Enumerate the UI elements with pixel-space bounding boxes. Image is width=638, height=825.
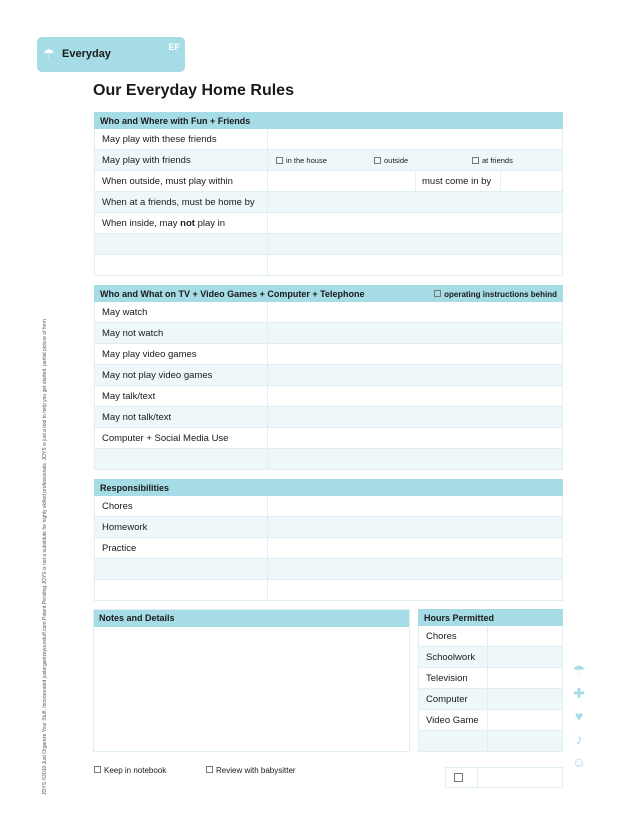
- row-label: Computer: [426, 694, 468, 705]
- form-row: [94, 323, 563, 344]
- form-row: [94, 302, 563, 323]
- table-row: [418, 626, 563, 647]
- row-label: When at a friends, must be home by: [102, 197, 255, 208]
- row-sublabel: must come in by: [422, 176, 492, 187]
- row-label: When inside, may not play in: [102, 218, 226, 229]
- row-label: Schoolwork: [426, 652, 476, 663]
- checkbox-icon: [276, 157, 283, 164]
- date-field[interactable]: [445, 767, 563, 788]
- copyright-text: JOYS ©2010 Just Organize Your Stuff, Incorporated justorganizeyourstuff.com Patent Pending JOYS is not a substitute for highly skilled professionals. JOYS is just a tool to help you get started. partial picture of form: [42, 319, 48, 795]
- section-responsibilities: [94, 479, 563, 601]
- form-row: [94, 234, 563, 255]
- puzzle-icon[interactable]: ✚: [573, 685, 585, 701]
- section-fun-friends: [94, 112, 563, 276]
- row-label: May not talk/text: [102, 412, 172, 423]
- table-row: [418, 647, 563, 668]
- row-label: Chores: [426, 631, 457, 642]
- notes-box[interactable]: [93, 609, 410, 752]
- keep-in-notebook-checkbox[interactable]: Keep in notebook: [94, 766, 166, 775]
- bell-icon[interactable]: ♪: [575, 731, 583, 747]
- form-row: [94, 517, 563, 538]
- calendar-icon: [454, 773, 463, 782]
- form-row: [94, 192, 563, 213]
- row-label: Video Game: [426, 715, 479, 726]
- row-label: Chores: [102, 501, 133, 512]
- operating-instructions-checkbox[interactable]: operating instructions behind: [434, 286, 557, 303]
- form-row: [94, 449, 563, 470]
- form-row: [94, 150, 563, 171]
- form-row: [94, 559, 563, 580]
- form-row: [94, 255, 563, 276]
- row-label: May watch: [102, 307, 148, 318]
- form-row: [94, 365, 563, 386]
- side-icon-strip: [571, 662, 587, 777]
- table-row: [418, 668, 563, 689]
- section-header: Hours Permitted: [418, 609, 563, 626]
- at-friends-checkbox[interactable]: at friends: [472, 150, 513, 171]
- table-row: [418, 710, 563, 731]
- row-label: Homework: [102, 522, 148, 533]
- form-row: [94, 580, 563, 601]
- form-row: [94, 386, 563, 407]
- tab-code: EF: [168, 42, 180, 52]
- form-row: [94, 428, 563, 449]
- page-title: Our Everyday Home Rules: [93, 82, 294, 99]
- heart-icon[interactable]: ♥: [574, 708, 584, 724]
- section-header: Who and What on TV + Video Games + Computer + Telephone operating instructions behind: [94, 285, 563, 302]
- form-row: [94, 171, 563, 192]
- form-row: [94, 213, 563, 234]
- row-label: May talk/text: [102, 391, 156, 402]
- checkbox-icon: [374, 157, 381, 164]
- category-tab[interactable]: [37, 37, 185, 72]
- checkbox-icon: [94, 766, 101, 773]
- tab-label: Everyday: [62, 48, 111, 60]
- form-row: [94, 538, 563, 559]
- form-row: [94, 496, 563, 517]
- checkbox-icon: [472, 157, 479, 164]
- row-label: Practice: [102, 543, 137, 554]
- umbrella-icon: ☂: [43, 46, 55, 61]
- row-label: When outside, must play within: [102, 176, 233, 187]
- row-label: Television: [426, 673, 468, 684]
- outside-checkbox[interactable]: outside: [374, 150, 408, 171]
- section-media: [94, 285, 563, 470]
- umbrella-icon[interactable]: ☂: [572, 662, 586, 678]
- row-label: May not play video games: [102, 370, 213, 381]
- table-row: [418, 731, 563, 752]
- review-with-babysitter-checkbox[interactable]: Review with babysitter: [206, 766, 296, 775]
- in-house-checkbox[interactable]: in the house: [276, 150, 327, 171]
- table-row: [418, 689, 563, 710]
- smile-icon[interactable]: ☺: [571, 754, 587, 770]
- row-label: Computer + Social Media Use: [102, 433, 229, 444]
- form-row: [94, 129, 563, 150]
- row-label: May play with these friends: [102, 134, 217, 145]
- row-label: May play video games: [102, 349, 197, 360]
- checkbox-icon: [434, 290, 441, 297]
- form-row: [94, 344, 563, 365]
- hours-permitted-table: [418, 609, 563, 752]
- section-header: Who and Where with Fun + Friends: [94, 112, 563, 129]
- section-header: Notes and Details: [94, 610, 409, 627]
- section-header: Responsibilities: [94, 479, 563, 496]
- row-label: May not watch: [102, 328, 164, 339]
- checkbox-icon: [206, 766, 213, 773]
- form-row: [94, 407, 563, 428]
- row-label: May play with friends: [102, 155, 191, 166]
